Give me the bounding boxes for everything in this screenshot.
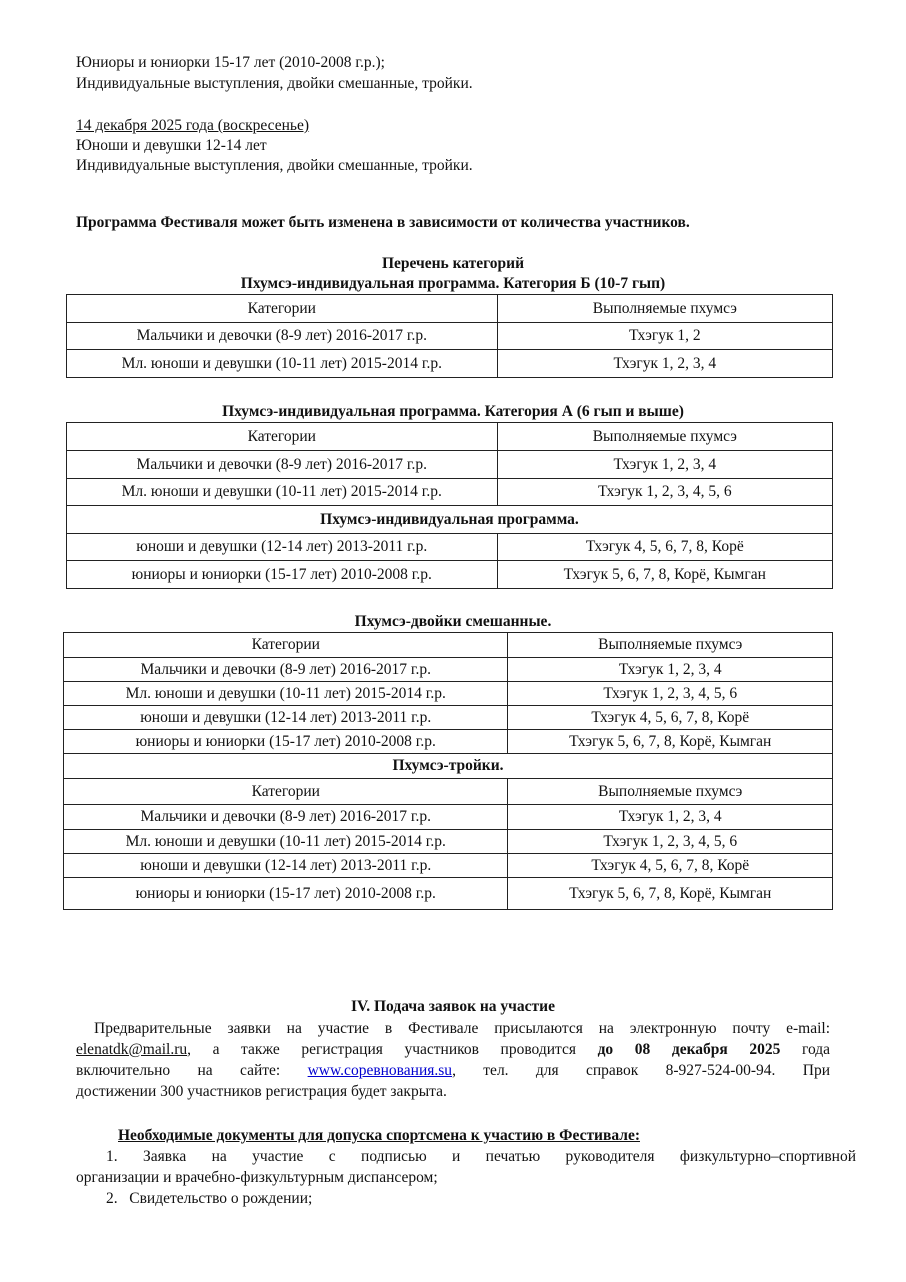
documents-heading: Необходимые документы для допуска спортсмена к участию в Фестивале: [118, 1127, 640, 1144]
documents-item-1-line-1 [106, 1147, 856, 1167]
paragraph-text: включительно на сайте: [76, 1062, 281, 1079]
category-cell: Мальчики и девочки (8-9 лет) 2016-2017 г.р. [67, 323, 498, 350]
phumse-cell: Тхэгук 1, 2, 3, 4, 5, 6 [497, 479, 832, 506]
header-phumse: Выполняемые пхумсэ [508, 779, 833, 805]
header-categories: Категории [67, 423, 498, 451]
header-categories: Категории [64, 779, 508, 805]
table-subheading-row [64, 754, 833, 779]
category-cell: юниоры и юниорки (15-17 лет) 2010-2008 г.р. [64, 878, 508, 910]
table-header-row [64, 633, 833, 658]
list-text: Заявка на участие с подписью и печатью руководителя физкультурно–спортивной [143, 1148, 857, 1165]
phumse-cell: Тхэгук 4, 5, 6, 7, 8, Корё [497, 534, 832, 561]
table-a-title: Пхумсэ-индивидуальная программа. Категория А (6 гып и выше) [222, 403, 684, 420]
paragraph-text: , а также регистрация участников проводится [187, 1041, 576, 1058]
category-cell: Мл. юноши и девушки (10-11 лет) 2015-2014 г.р. [67, 479, 498, 506]
categories-heading: Перечень категорий [381, 255, 525, 272]
category-cell: Мальчики и девочки (8-9 лет) 2016-2017 г.р. [67, 451, 498, 479]
phumse-cell: Тхэгук 5, 6, 7, 8, Корё, Кымган [497, 561, 832, 589]
category-cell: Мл. юноши и девушки (10-11 лет) 2015-2014 г.р. [64, 830, 508, 854]
program-notice: Программа Фестиваля может быть изменена в зависимости от количества участников. [76, 214, 690, 231]
category-cell: юноши и девушки (12-14 лет) 2013-2011 г.р. [67, 534, 498, 561]
intro-date: 14 декабря 2025 года (воскресенье) [76, 117, 310, 134]
category-cell: Мл. юноши и девушки (10-11 лет) 2015-2014 г.р. [67, 350, 498, 378]
table-row [64, 658, 833, 682]
table-row [67, 451, 833, 479]
header-phumse: Выполняемые пхумсэ [497, 423, 832, 451]
table-category-a [66, 422, 833, 589]
table-subheading-row [67, 506, 833, 534]
table-header-row [64, 779, 833, 805]
table-row [64, 805, 833, 830]
phumse-cell: Тхэгук 1, 2 [497, 323, 832, 350]
table-row [67, 561, 833, 589]
intro-line-1: Юниоры и юниорки 15-17 лет (2010-2008 г.р.); [76, 54, 385, 71]
table-row [64, 878, 833, 910]
phumse-cell: Тхэгук 5, 6, 7, 8, Корё, Кымган [508, 878, 833, 910]
paragraph-text: , тел. для справок 8-927-524-00-94. При [452, 1062, 831, 1079]
category-cell: юноши и девушки (12-14 лет) 2013-2011 г.р. [64, 706, 508, 730]
phumse-cell: Тхэгук 5, 6, 7, 8, Корё, Кымган [508, 730, 833, 754]
table-pairs-triples [63, 632, 833, 910]
table-row [64, 730, 833, 754]
category-cell: юниоры и юниорки (15-17 лет) 2010-2008 г.р. [67, 561, 498, 589]
header-categories: Категории [67, 295, 498, 323]
header-phumse: Выполняемые пхумсэ [497, 295, 832, 323]
phumse-cell: Тхэгук 1, 2, 3, 4, 5, 6 [508, 830, 833, 854]
applications-paragraph-line-4: достижении 300 участников регистрация будет закрыта. [76, 1083, 447, 1100]
applications-paragraph-line-2 [76, 1040, 830, 1060]
applications-paragraph-line-1: Предварительные заявки на участие в Фестивале присылаются на электронную почту e-mail: [94, 1020, 830, 1037]
table-subheading: Пхумсэ-тройки. [64, 754, 833, 779]
table-b-title: Пхумсэ-индивидуальная программа. Категория Б (10-7 гып) [240, 275, 666, 292]
table-row [67, 350, 833, 378]
table-row [64, 682, 833, 706]
documents-item-1-line-2: организации и врачебно-физкультурным диспансером; [76, 1169, 438, 1186]
table-header-row [67, 423, 833, 451]
applications-paragraph-line-3 [76, 1061, 830, 1081]
table-header-row [67, 295, 833, 323]
table-row [64, 706, 833, 730]
category-cell: Мальчики и девочки (8-9 лет) 2016-2017 г.р. [64, 805, 508, 830]
section-4-title: IV. Подача заявок на участие [351, 998, 555, 1015]
category-cell: юноши и девушки (12-14 лет) 2013-2011 г.р. [64, 854, 508, 878]
intro-line-5: Индивидуальные выступления, двойки смешанные, тройки. [76, 157, 473, 174]
phumse-cell: Тхэгук 1, 2, 3, 4 [497, 350, 832, 378]
table-subheading: Пхумсэ-индивидуальная программа. [67, 506, 833, 534]
table-pairs-title: Пхумсэ-двойки смешанные. [354, 613, 552, 630]
header-categories: Категории [64, 633, 508, 658]
table-row [64, 854, 833, 878]
table-category-b [66, 294, 833, 378]
table-row [64, 830, 833, 854]
list-text: Свидетельство о рождении; [129, 1190, 313, 1207]
phumse-cell: Тхэгук 1, 2, 3, 4 [508, 805, 833, 830]
phumse-cell: Тхэгук 4, 5, 6, 7, 8, Корё [508, 706, 833, 730]
category-cell: Мальчики и девочки (8-9 лет) 2016-2017 г.р. [64, 658, 508, 682]
phumse-cell: Тхэгук 4, 5, 6, 7, 8, Корё [508, 854, 833, 878]
website-link[interactable]: www.соревнования.su [307, 1062, 453, 1079]
deadline-text: до 08 декабря 2025 [597, 1041, 781, 1058]
intro-line-2: Индивидуальные выступления, двойки смешанные, тройки. [76, 75, 473, 92]
table-row [67, 534, 833, 561]
paragraph-text: года [801, 1041, 831, 1058]
header-phumse: Выполняемые пхумсэ [508, 633, 833, 658]
phumse-cell: Тхэгук 1, 2, 3, 4, 5, 6 [508, 682, 833, 706]
category-cell: юниоры и юниорки (15-17 лет) 2010-2008 г.р. [64, 730, 508, 754]
table-row [67, 479, 833, 506]
phumse-cell: Тхэгук 1, 2, 3, 4 [508, 658, 833, 682]
phumse-cell: Тхэгук 1, 2, 3, 4 [497, 451, 832, 479]
email-link[interactable]: elenatdk@mail.ru [76, 1041, 188, 1058]
list-number: 2. [106, 1190, 118, 1207]
category-cell: Мл. юноши и девушки (10-11 лет) 2015-2014 г.р. [64, 682, 508, 706]
documents-item-2 [106, 1189, 312, 1209]
table-row [67, 323, 833, 350]
intro-line-4: Юноши и девушки 12-14 лет [76, 137, 267, 154]
list-number: 1. [106, 1148, 118, 1165]
